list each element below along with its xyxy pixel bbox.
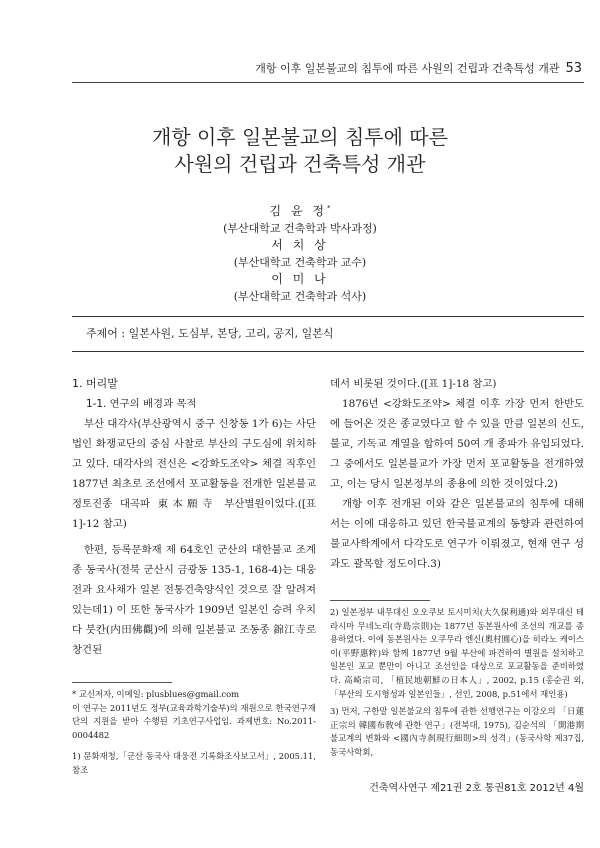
footnote-rule <box>330 600 430 601</box>
body-paragraph: 1876년 <강화도조약> 체결 이후 가장 먼저 한반도에 들어온 것은 종교였다고 할 수 있을 만큼 일본의 신도, 불교, 기독교 계열을 합하여 50여 개 종파가 유입되었다. 그 중에서도 일본불교가 가장 먼저 포교활동을 전개하였고, 이는 당시 일본정부의 종용에 의한 것이었다.2) <box>330 398 584 490</box>
footnote-rule <box>72 682 172 683</box>
subsection-heading: 1-1. 연구의 배경과 목적 <box>86 398 197 410</box>
title-line-2: 사원의 건립과 건축특성 개관 <box>174 152 426 176</box>
author-affiliation-3: (부산대학교 건축학과 석사) <box>233 290 367 303</box>
journal-footer: 건축역사연구 제21권 2호 통권81호 2012년 4월 <box>369 783 584 794</box>
footnote-funding: 이 연구는 2011년도 정부(교육과학기술부)의 재원으로 한국연구재단의 지원을 받아 수행된 기초연구사업임. 과제번호: No.2011-0004482 <box>72 702 316 740</box>
author-name-3: 이 미 나 <box>271 272 329 286</box>
page-number: 53 <box>565 61 582 76</box>
keywords: 주제어 : 일본사원, 도심부, 본당, 고리, 공지, 일본식 <box>86 327 334 340</box>
author-affiliation-2: (부산대학교 건축학과 교수) <box>233 256 367 269</box>
title-line-1: 개항 이후 일본불교의 침투에 따른 <box>152 125 448 149</box>
header-rule <box>72 82 584 83</box>
author-affiliation-1: (부산대학교 건축학과 박사과정) <box>223 222 377 235</box>
footnote-1: 1) 문화재청,「군산 동국사 대웅전 기록화조사보고서」, 2005.11, 참조 <box>72 751 316 775</box>
paper-title <box>0 124 600 178</box>
left-footnotes <box>72 688 316 778</box>
left-column <box>72 374 316 660</box>
body-paragraph: 한편, 등록문화재 제 64호인 군산의 대한불교 조계종 동국사(전북 군산시 금광동 135-1, 168-4)는 대웅전과 요사채가 일본 전통건축양식인 것으로 잘 알려져 있는데1) 이 또한 동국사가 1909년 일본인 승려 우치다 붓칸(内田佛觀)에 의해 일본불교 조동종 錦江寺로 창건된 <box>72 544 316 656</box>
keywords-box <box>72 316 584 352</box>
body-paragraph: 데서 비롯된 것이다.([표 1]-18 참고) <box>330 378 497 390</box>
author-name-2: 서 치 상 <box>271 238 329 252</box>
footnote-3: 3) 먼저, 구한말 일본불교의 침투에 관한 선행연구는 이강오의 「日蓮正宗의 韓國布敎에 관한 연구」(전북대, 1975), 김순석의 「開港期 불교계의 변화와 <國內寺刹現行細則>의 성격」(동국사학 제37집, 동국사학회, <box>330 706 584 757</box>
body-paragraph: 개항 이후 전개된 이와 같은 일본불교의 침투에 대해서는 이에 대응하고 있던 한국불교계의 동향과 관련하여 불교사학계에서 다각도로 연구가 이뤄졌고, 현재 연구 성과도 괄목할 정도이다.3) <box>330 498 584 570</box>
corresponding-author-mark: * <box>326 204 331 212</box>
footnote-corresponding: * 교신저자, 이메일: plusblues@gmail.com <box>72 689 240 699</box>
body-paragraph: 부산 대각사(부산광역시 중구 신창동 1가 6)는 사단법인 화쟁교단의 중심 사찰로 부산의 구도심에 위치하고 있다. 대각사의 전신은 <강화도조약> 체결 직후인 1877년 최초로 조선에서 포교활동을 전개한 일본불교 정토진종 대곡파 東本願寺 부산별원이었다.([표 1]-12 참고) <box>72 418 316 530</box>
author-block <box>0 200 600 305</box>
footnote-2: 2) 일본정부 내무대신 오오쿠보 토시미치(大久保利通)와 외무대신 테라시마 무네노리(寺島宗則)는 1877년 동본원사에 조선의 개교를 종용하였다. 이에 동본원사는 오쿠무라 엔신(奧村圓心)을 히라노 케이스이(平野惠粹)와 함께 1877년 9월 부산에 파견하여 별원을 설치하고 일본인 포교 뿐만이 아니고 조선인을 대상으로 포교활동을 준비하였다. 高崎宗司, 「植民地朝鮮の日本人」, 2002, p.15 (홍순권 외,「부산의 도시형성과 일본인들」, 선인, 2008, p.51에서 재인용) <box>330 607 584 699</box>
author-name-1: 김 윤 정* <box>269 204 331 218</box>
right-footnotes <box>330 606 584 760</box>
right-column <box>330 374 584 574</box>
running-head-title: 개항 이후 일본불교의 침투에 따른 사원의 건립과 건축특성 개관 <box>255 62 560 75</box>
running-head <box>0 60 582 76</box>
section-heading: 1. 머리말 <box>72 377 118 390</box>
